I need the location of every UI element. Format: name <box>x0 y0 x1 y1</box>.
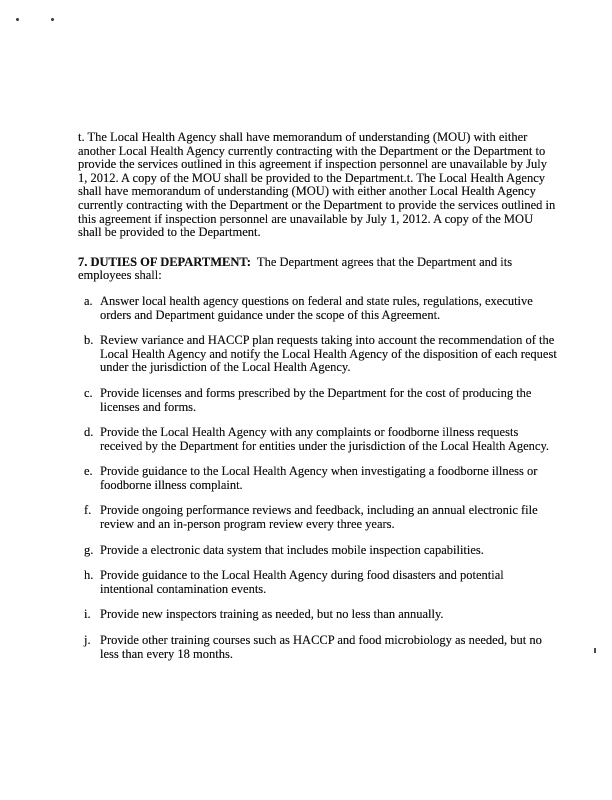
duty-item-h <box>78 569 558 596</box>
duty-item-text: Provide the Local Health Agency with any complaints or foodborne illness requests received by the Department for entities under the jurisdiction of the Local Health Agency. <box>100 425 550 453</box>
duty-item-letter: h. <box>84 568 94 583</box>
duty-item-text: Provide guidance to the Local Health Agency when investigating a foodborne illness or foodborne illness complaint. <box>100 464 538 492</box>
scan-artifact-dot <box>16 18 19 21</box>
duty-item-text: Provide new inspectors training as needed, but no less than annually. <box>100 607 444 622</box>
duty-item-j <box>78 634 558 661</box>
duty-item-letter: f. <box>84 503 92 518</box>
duty-item-letter: g. <box>84 542 94 557</box>
section-7-lead-text: The Department agrees that the Department and its employees shall: <box>78 254 513 283</box>
scan-artifact-dot <box>51 18 54 21</box>
duty-item-text: Provide ongoing performance reviews and feedback, including an annual electronic file review and an in-person program review every three years. <box>100 503 538 532</box>
duty-item-text: Review variance and HACCP plan requests taking into account the recommendation of the Local Health Agency and notify the Local Health Agency of the disposition of each request under the jurisdiction of the Local Health Agency. <box>100 333 557 375</box>
duty-item-b <box>78 334 558 375</box>
mou-intro-paragraph: t. The Local Health Agency shall have memorandum of understanding (MOU) with either another Local Health Agency currently contracting with the Department or the Department to provide the services outlined in this agreement if inspection personnel are unavailable by July 1, 2012. A copy of the MOU shall be provided to the Department.t. The Local Health Agency shall have memorandum of understanding (MOU) with either another Local Health Agency currently contracting with the Department or the Department to provide the services outlined in this agreement if inspection personnel are unavailable by July 1, 2012. A copy of the MOU shall be provided to the Department. <box>78 130 556 240</box>
duty-item-f <box>78 504 558 531</box>
scan-artifact-mark <box>594 648 596 653</box>
section-7-heading <box>78 256 558 283</box>
duty-item-d <box>78 426 558 453</box>
duty-item-letter: j. <box>84 633 91 648</box>
duty-item-letter: c. <box>84 385 93 400</box>
duties-list <box>78 295 558 661</box>
duty-item-letter: d. <box>84 425 94 440</box>
document-content <box>78 131 558 673</box>
duty-item-letter: e. <box>84 464 93 479</box>
duty-item-e <box>78 465 558 492</box>
duty-item-text: Provide other training courses such as HACCP and food microbiology as needed, but no less than every 18 months. <box>100 633 542 661</box>
duty-item-text: Provide licenses and forms prescribed by the Department for the cost of producing the licenses and forms. <box>100 385 532 414</box>
duty-item-text: Answer local health agency questions on federal and state rules, regulations, executive orders and Department guidance under the scope of this Agreement. <box>100 293 533 322</box>
section-7-title: 7. DUTIES OF DEPARTMENT: <box>78 254 251 269</box>
duty-item-i <box>78 608 558 622</box>
duty-item-c <box>78 387 558 414</box>
duty-item-letter: b. <box>84 333 94 348</box>
duty-item-text: Provide a electronic data system that includes mobile inspection capabilities. <box>100 542 484 557</box>
duty-item-a <box>78 295 558 322</box>
duty-item-letter: i. <box>84 607 91 622</box>
duty-item-letter: a. <box>84 293 93 308</box>
duty-item-g <box>78 544 558 558</box>
duty-item-text: Provide guidance to the Local Health Agency during food disasters and potential intentional contamination events. <box>100 568 504 596</box>
